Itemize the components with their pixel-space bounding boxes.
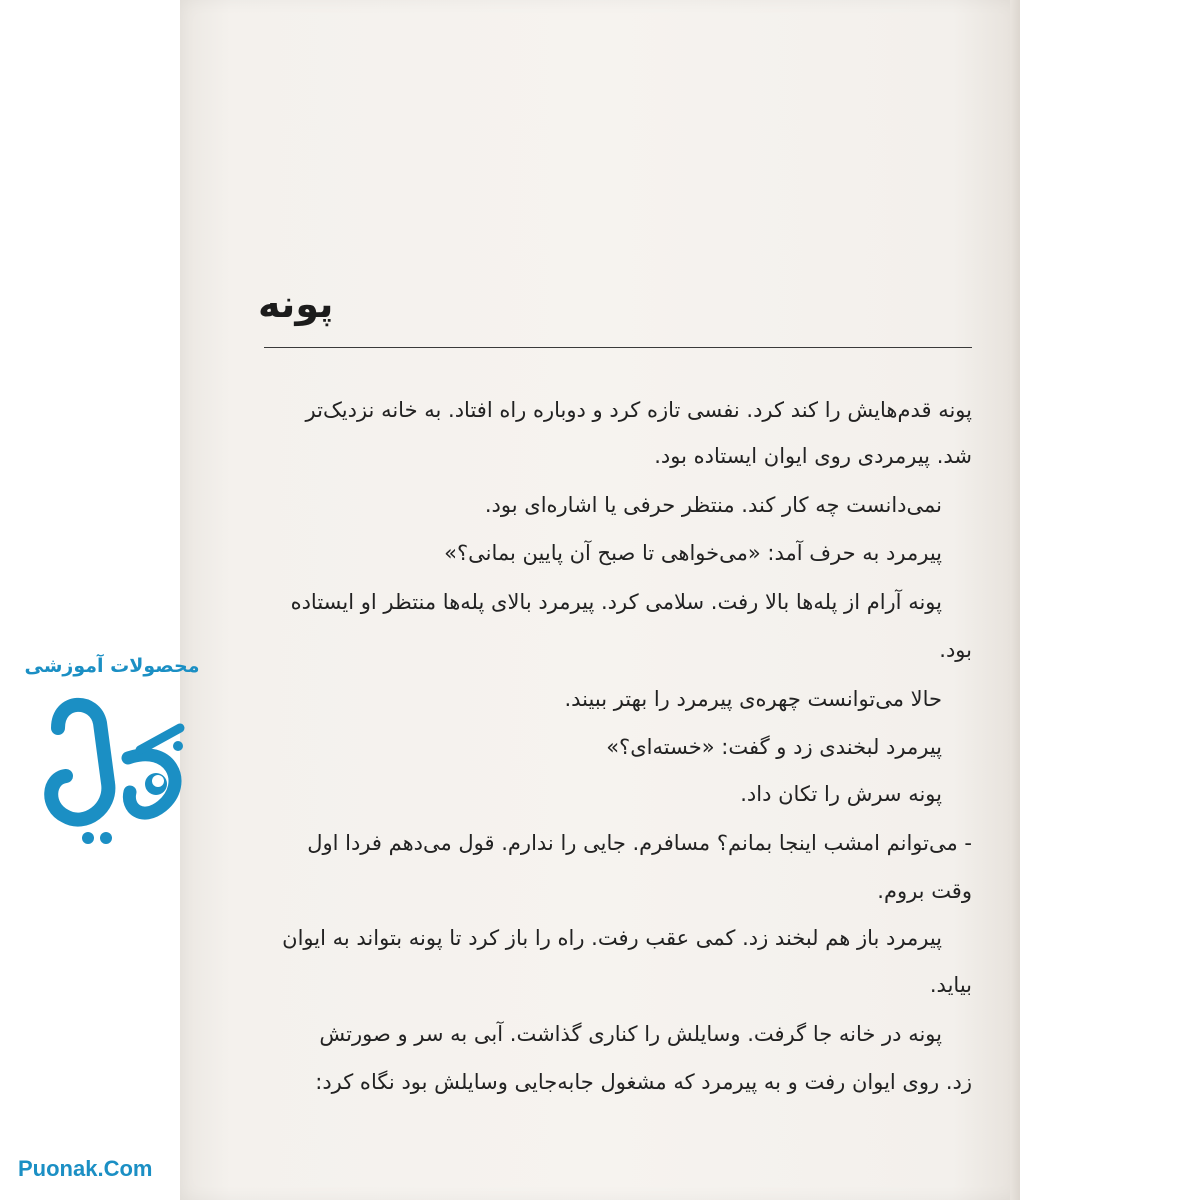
body-line: وقت بروم. (877, 879, 972, 903)
chapter-title: پونه (258, 282, 334, 326)
body-line: پیرمرد لبخندی زد و گفت: «خسته‌ای؟» (606, 735, 942, 759)
body-line: پیرمرد به حرف آمد: «می‌خواهی تا صبح آن پایین بمانی؟» (444, 541, 942, 565)
body-line: پیرمرد باز هم لبخند زد. کمی عقب رفت. راه را باز کرد تا پونه بتواند به ایوان (282, 926, 942, 950)
body-line: شد. پیرمردی روی ایوان ایستاده بود. (654, 444, 972, 468)
body-line: حالا می‌توانست چهره‌ی پیرمرد را بهتر ببیند. (564, 687, 942, 711)
title-divider (264, 347, 972, 348)
body-line: پونه قدم‌هایش را کند کرد. نفسی تازه کرد و دوباره راه افتاد. به خانه نزدیک‌تر (305, 398, 972, 422)
watermark-url: Puonak.Com (18, 1156, 153, 1181)
body-line: پونه سرش را تکان داد. (740, 782, 942, 806)
body-line: - می‌توانم امشب اینجا بمانم؟ مسافرم. جایی را ندارم. قول می‌دهم فردا اول (307, 831, 972, 855)
body-line: پونه آرام از پله‌ها بالا رفت. سلامی کرد. پیرمرد بالای پله‌ها منتظر او ایستاده (290, 590, 942, 614)
watermark-tagline: محصولات آموزشی (24, 655, 200, 677)
body-line: بیاید. (929, 973, 972, 997)
body-line: بود. (939, 638, 972, 662)
body-line: زد. روی ایوان رفت و به پیرمرد که مشغول جابه‌جایی وسایلش بود نگاه کرد: (315, 1070, 972, 1094)
body-line: نمی‌دانست چه کار کند. منتظر حرفی یا اشاره‌ای بود. (484, 493, 942, 517)
watermark-logo-icon (30, 688, 200, 858)
body-line: پونه در خانه جا گرفت. وسایلش را کناری گذاشت. آبی به سر و صورتش (319, 1022, 942, 1046)
page-edge (1010, 0, 1020, 1200)
